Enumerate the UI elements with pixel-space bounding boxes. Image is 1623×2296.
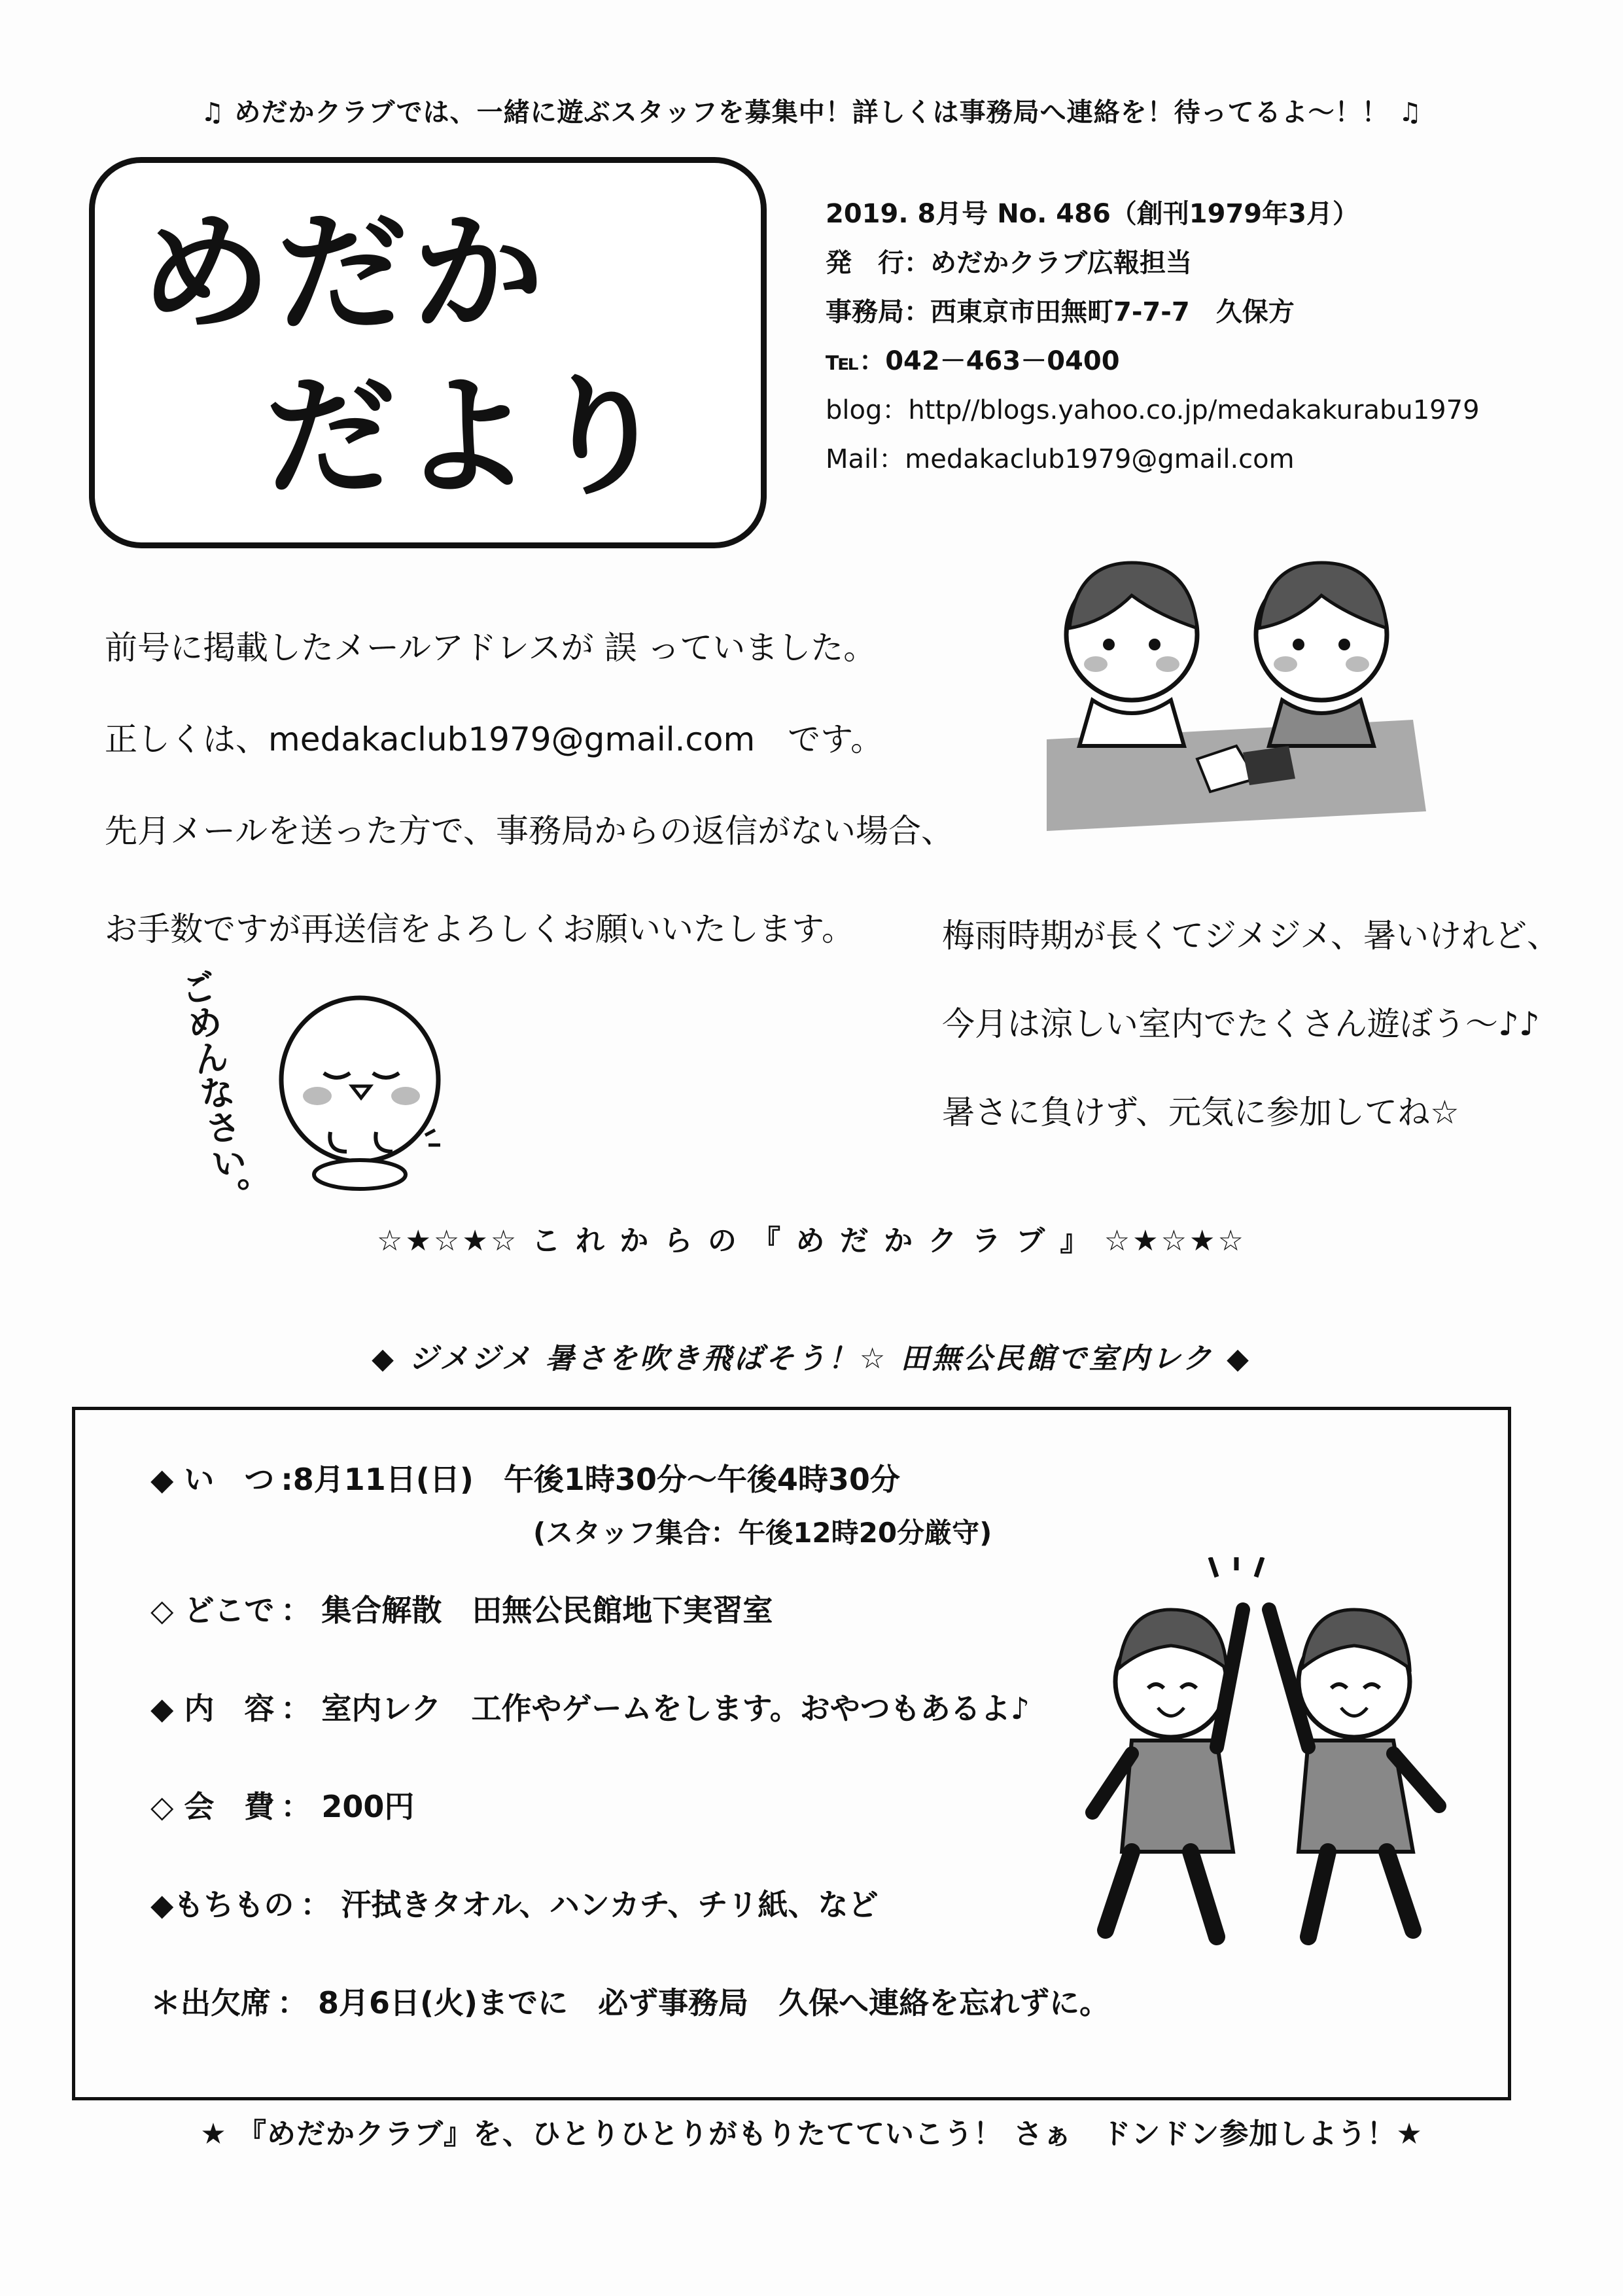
event-items-label: ◆もちもの [150, 1887, 294, 1922]
event-items-value: ： 汗拭きタオル、ハンカチ、チリ紙、など [300, 1887, 879, 1922]
mail-link[interactable]: Mail：medakaclub1979@gmail.com [826, 444, 1295, 474]
event-staff-time: (スタッフ集合：午後12時20分厳守) [533, 1517, 992, 1549]
staff-recruit-banner: ♫ めだかクラブでは、一緒に遊ぶスタッフを募集中！詳しくは事務局へ連絡を！待ってるよ～！！ ♫ [200, 97, 1423, 128]
event-attendance [150, 1979, 1116, 2022]
publisher-info: 発 行：めだかクラブ広報担当 [826, 248, 1192, 278]
event-when-value: :8月11日(日) 午後1時30分～午後4時30分 [281, 1462, 900, 1497]
masthead-box [89, 157, 767, 548]
notice-line-4: お手数ですが再送信をよろしくお願いいたします。 [105, 910, 854, 948]
chick-illustration [262, 981, 458, 1204]
high-five-kids-illustration [1066, 1557, 1472, 1976]
event-content-value: ： 室内レク 工作やゲームをします。おやつもあるよ♪ [281, 1691, 1030, 1726]
event-content-label: ◆ 内 容 [150, 1691, 275, 1726]
issue-info: 2019. 8月号 No. 486（創刊1979年3月） [826, 199, 1359, 229]
summer-line-3: 暑さに負けず、元気に参加してね☆ [942, 1093, 1459, 1131]
event-fee-label: ◇ 会 費 [150, 1789, 275, 1824]
event-where-value: ： 集合解散 田無公民館地下実習室 [281, 1593, 773, 1628]
event-when [150, 1456, 907, 1499]
event-subheading: ◆ ジメジメ 暑さを吹き飛ばそう！☆ 田無公民館で室内レク ◆ [372, 1342, 1251, 1375]
notice-line-2: 正しくは、medakaclub1979@gmail.com です。 [105, 720, 884, 758]
section-heading: ☆★☆★☆ こ れ か ら の 『 め だ か ク ラ ブ 』 ☆★☆★☆ [377, 1224, 1246, 1258]
event-fee-value: ： 200円 [281, 1789, 415, 1824]
masthead-title-line2: だより [265, 361, 674, 514]
office-info: 事務局：西東京市田無町7-7-7 久保方 [826, 297, 1295, 327]
event-where [150, 1587, 779, 1630]
event-when-label: ◆ い つ [150, 1462, 275, 1497]
event-attendance-value: ： 8月6日(火)までに 必ず事務局 久保へ連絡を忘れずに。 [277, 1985, 1110, 2021]
event-fee [150, 1783, 421, 1826]
event-attendance-label: ＊出欠席 [150, 1985, 271, 2021]
blog-link[interactable]: blog：http//blogs.yahoo.co.jp/medakakurabu1979 [826, 395, 1480, 425]
summer-line-2: 今月は涼しい室内でたくさん遊ぼう～♪♪ [942, 1005, 1540, 1043]
event-items [150, 1881, 885, 1924]
event-content [150, 1685, 1036, 1728]
summer-line-1: 梅雨時期が長くてジメジメ、暑いけれど、 [942, 917, 1560, 955]
origami-kids-illustration [1034, 543, 1439, 831]
event-where-label: ◇ どこで [150, 1593, 275, 1628]
notice-line-1: 前号に掲載したメールアドレスが 誤 っていました。 [105, 629, 877, 667]
apology-text: ごめんなさい。 [172, 966, 256, 1218]
masthead-title-line1: めだか [141, 198, 550, 350]
tel-info: ℡：042－463－0400 [826, 346, 1120, 376]
notice-line-3: 先月メールを送った方で、事務局からの返信がない場合、 [105, 812, 954, 850]
footer-message: ★ 『めだかクラブ』を、ひとりひとりがもりたてていこう！ さぁ ドンドン参加しよう！★ [200, 2117, 1423, 2151]
